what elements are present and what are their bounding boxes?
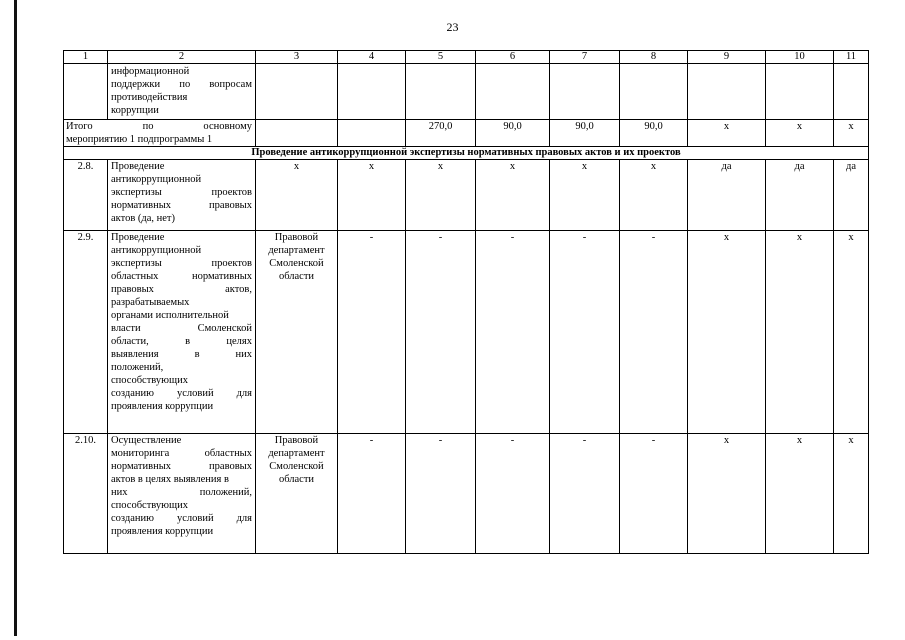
row-value: - <box>338 231 406 434</box>
department-line: Правовой <box>274 435 319 446</box>
row-description <box>108 231 256 434</box>
description-line: коррупции <box>111 105 159 116</box>
row-description <box>108 434 256 554</box>
description-line: способствующих <box>111 500 188 511</box>
column-header: 7 <box>550 51 620 64</box>
table-row <box>64 64 869 120</box>
page-margin-line <box>14 0 17 636</box>
description-line: областных нормативных <box>111 271 252 282</box>
department-line: Смоленской <box>269 461 324 472</box>
description-line: поддержки по вопросам <box>111 79 252 90</box>
row-department: x <box>256 160 338 231</box>
row-value: - <box>550 434 620 554</box>
description-line: созданию условий для <box>111 513 252 524</box>
table-row <box>64 231 869 434</box>
row-value: - <box>406 231 476 434</box>
row-value: x <box>550 160 620 231</box>
section-title: Проведение антикоррупционной экспертизы нормативных правовых актов и их проектов <box>64 147 869 160</box>
row-value: x <box>476 160 550 231</box>
row-value: x <box>834 231 869 434</box>
description-line: области, в целях <box>111 336 252 347</box>
department-line: области <box>278 474 315 485</box>
column-header: 10 <box>766 51 834 64</box>
row-number: 2.10. <box>64 434 108 554</box>
description-line: актов (да, нет) <box>111 213 176 224</box>
description-line: проявления коррупции <box>111 526 214 537</box>
description-line: разрабатываемых <box>111 297 190 308</box>
description-line: Проведение <box>111 232 165 243</box>
column-header: 9 <box>688 51 766 64</box>
total-row <box>64 120 869 147</box>
description-line: противодействия <box>111 92 188 103</box>
table-row <box>64 160 869 231</box>
description-line: правовых актов, <box>111 284 252 295</box>
row-value: x <box>620 160 688 231</box>
description-line: власти Смоленской <box>111 323 252 334</box>
row-department <box>256 231 338 434</box>
description-line: экспертизы проектов <box>111 187 252 198</box>
row-number: 2.8. <box>64 160 108 231</box>
description-line: нормативных правовых <box>111 461 252 472</box>
row-value: да <box>834 160 869 231</box>
row-value: - <box>476 231 550 434</box>
description-line: Проведение <box>111 161 165 172</box>
row-value: x <box>766 434 834 554</box>
description-line: проявления коррупции <box>111 401 214 412</box>
row-description <box>108 160 256 231</box>
row-value: да <box>766 160 834 231</box>
total-label-line: мероприятию 1 подпрограммы 1 <box>66 134 213 145</box>
description-line: нормативных правовых <box>111 200 252 211</box>
column-number-row <box>64 51 869 64</box>
total-value: 270,0 <box>406 120 476 147</box>
description-line: выявления в них <box>111 349 252 360</box>
total-label <box>64 120 256 147</box>
row-value: - <box>620 231 688 434</box>
department-line: департамент <box>268 245 325 256</box>
column-header: 11 <box>834 51 869 64</box>
row-value: - <box>620 434 688 554</box>
row-value: x <box>766 231 834 434</box>
column-header: 2 <box>108 51 256 64</box>
row-value: - <box>476 434 550 554</box>
total-value: x <box>766 120 834 147</box>
section-heading-row <box>64 147 869 160</box>
description-line: органами исполнительной <box>111 310 229 321</box>
row-value: да <box>688 160 766 231</box>
description-line: актов в целях выявления в <box>111 474 229 485</box>
total-value: x <box>834 120 869 147</box>
description-line: экспертизы проектов <box>111 258 252 269</box>
description-line: них положений, <box>111 487 252 498</box>
column-header: 1 <box>64 51 108 64</box>
description-line: антикоррупционной <box>111 245 202 256</box>
column-header: 5 <box>406 51 476 64</box>
total-label-line: Итого по основному <box>66 121 252 132</box>
row-value: x <box>406 160 476 231</box>
row-value: - <box>550 231 620 434</box>
column-header: 8 <box>620 51 688 64</box>
description-line: положений, <box>111 362 164 373</box>
description-line: антикоррупционной <box>111 174 202 185</box>
total-value: 90,0 <box>550 120 620 147</box>
description-line: мониторинга областных <box>111 448 252 459</box>
total-value <box>338 120 406 147</box>
row-number: 2.9. <box>64 231 108 434</box>
row-value: x <box>688 434 766 554</box>
department-line: области <box>278 271 315 282</box>
column-header: 6 <box>476 51 550 64</box>
row-description <box>108 64 256 120</box>
total-value: x <box>688 120 766 147</box>
total-value: 90,0 <box>476 120 550 147</box>
description-line: способствующих <box>111 375 188 386</box>
column-header: 4 <box>338 51 406 64</box>
page-number: 23 <box>446 20 459 34</box>
row-value: x <box>338 160 406 231</box>
total-value <box>256 120 338 147</box>
description-line: Осуществление <box>111 435 182 446</box>
table-row <box>64 434 869 554</box>
row-department <box>256 434 338 554</box>
row-value: - <box>406 434 476 554</box>
department-line: департамент <box>268 448 325 459</box>
department-line: Смоленской <box>269 258 324 269</box>
total-value: 90,0 <box>620 120 688 147</box>
description-line: созданию условий для <box>111 388 252 399</box>
description-line: информационной <box>111 66 190 77</box>
row-value: x <box>834 434 869 554</box>
program-table <box>63 50 869 554</box>
row-number <box>64 64 108 120</box>
row-value: - <box>338 434 406 554</box>
row-value: x <box>688 231 766 434</box>
department-line: Правовой <box>274 232 319 243</box>
column-header: 3 <box>256 51 338 64</box>
